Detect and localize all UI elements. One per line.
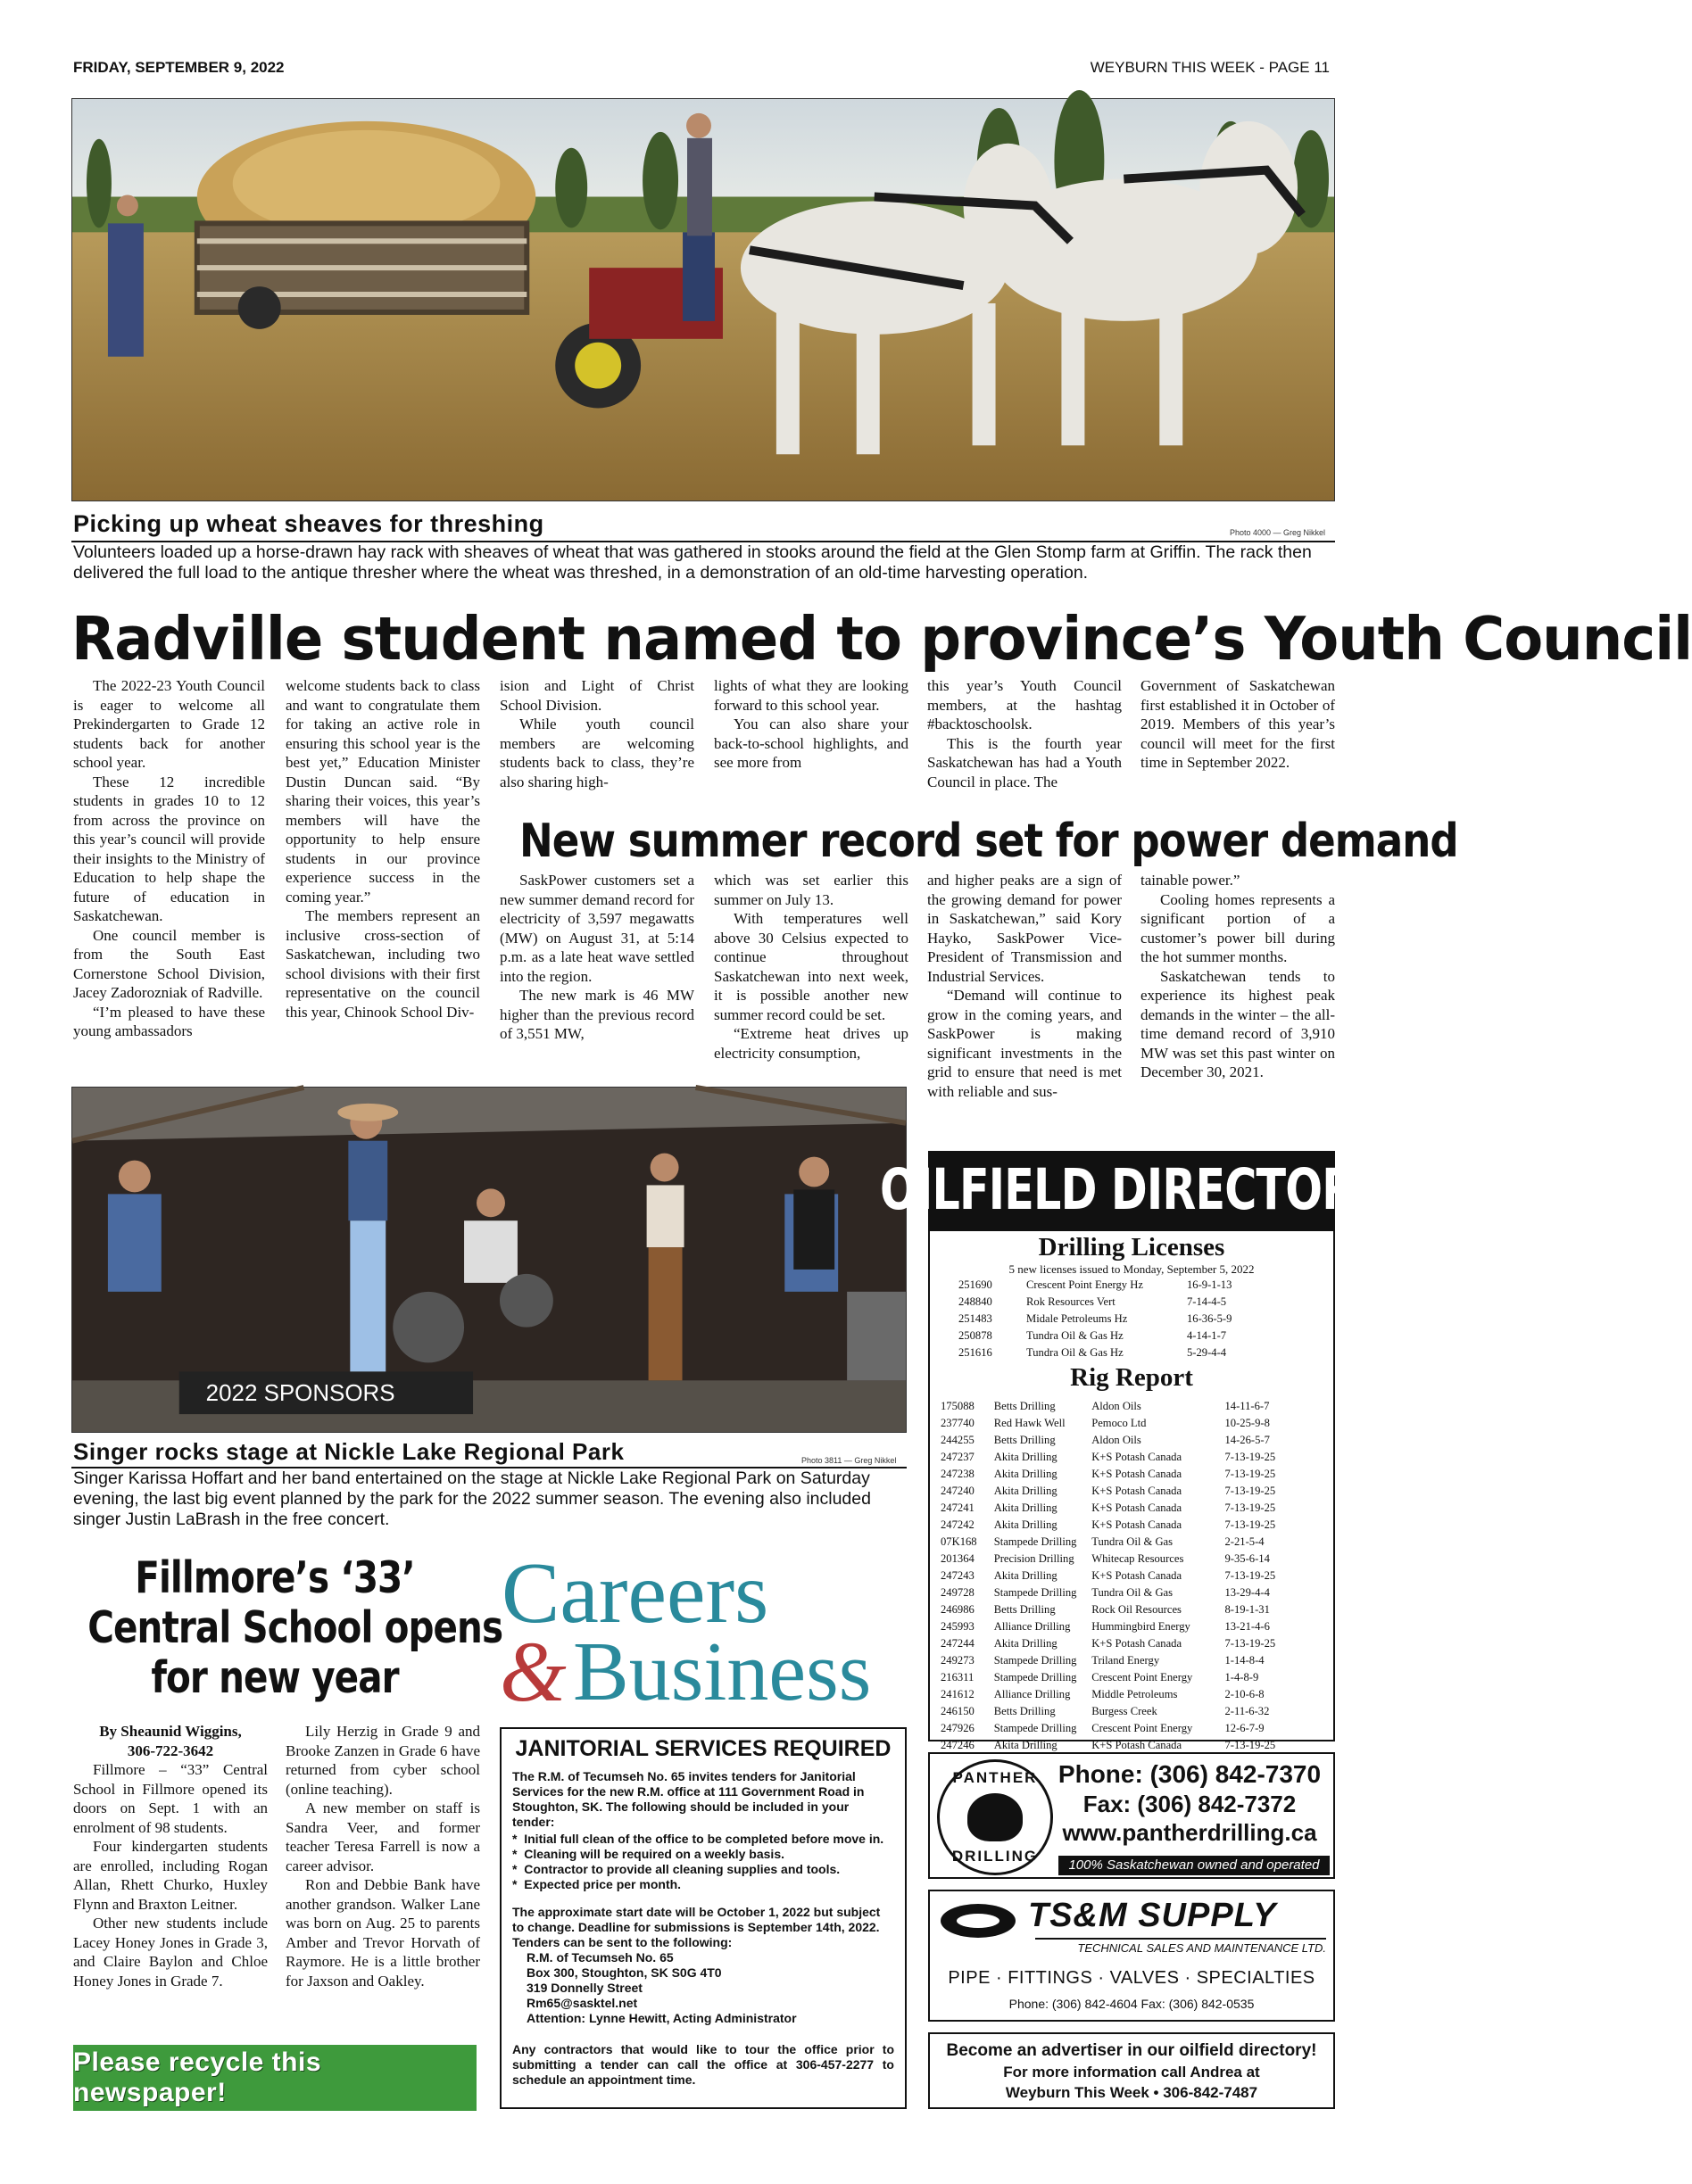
panther-drilling-ad <box>928 1752 1335 1879</box>
youth-col-1: The 2022-23 Youth Council is eager to welcome all Prekindergarten to Grade 12 students back for another school year. These 12 incredible students in grades 10 to 12 from across the province on this year’s council will provide their insights to the Ministry of Education to help shape the future of education in Saskatchewan. One council member is from the South East Cornerstone School Division, Jacey Zadorozniak of Radville. “I’m pleased to have these young ambassadors <box>73 677 265 1039</box>
sponsor-banner-text: 2022 SPONSORS <box>205 1381 395 1407</box>
rig-row: 249273 Stampede Drilling Triland Energy 1-14-8-4 <box>941 1654 1265 1667</box>
power-col-3: and higher peaks are a sign of the growing demand for power in Saskatchewan,” said Kory Hayko, SaskPower Vice-President of Transmission and Industrial Services. “Demand will continue to grow in the coming years, and SaskPower is making significant investments in the grid to ensure that need is met with reliable and sus- <box>927 872 1122 1100</box>
licenses-title: Drilling Licenses <box>1038 1233 1225 1262</box>
rig-row: 247238 Akita Drilling K+S Potash Canada 7-13-19-25 <box>941 1468 1276 1480</box>
rig-row: 247244 Akita Drilling K+S Potash Canada 7-13-19-25 <box>941 1637 1276 1650</box>
panther-head-icon <box>967 1793 1023 1841</box>
janitorial-address: R.M. of Tecumseh No. 65 Box 300, Stoughton, SK S0G 4T0 319 Donnelly Street Rm65@sasktel.net Attention: Lynne Hewitt, Acting Administrator <box>527 1950 797 2025</box>
school-col-1: By Sheaunid Wiggins, 306-722-3642 Fillmore – “33” Central School in Fillmore opened its doors on Sept. 1 with an enrolment of 98 students. Four kindergarten students are enrolled, including Rogan Allan, Rhett Churko, Huxley Flynn and Braxton Leitner. Other new students include Lacey Honey Jones in Grade 3, and Claire Baylon and Chloe Honey Jones in Grade 7. <box>73 1723 268 1990</box>
rig-row: 247246 Akita Drilling K+S Potash Canada 7-13-19-25 <box>941 1739 1276 1751</box>
rig-row: 216311 Stampede Drilling Crescent Point Energy 1-4-8-9 <box>941 1671 1259 1684</box>
school-byline: By Sheaunid Wiggins, <box>99 1723 242 1740</box>
licenses-table <box>941 1277 1323 1361</box>
rig-row: 247237 Akita Drilling K+S Potash Canada 7-13-19-25 <box>941 1451 1276 1463</box>
rig-row: 175088 Betts Drilling Aldon Oils 14-11-6-7 <box>941 1400 1270 1412</box>
tsm-contact: Phone: (306) 842-4604 Fax: (306) 842-0535 <box>1008 1997 1255 2011</box>
panther-logo: PANTHER DRILLING <box>937 1759 1053 1875</box>
rig-row: 237740 Red Hawk Well Pemoco Ltd 10-25-9-8 <box>941 1417 1270 1429</box>
school-col-2: Lily Herzig in Grade 9 and Brooke Zanzen in Grade 6 have returned from cyber school (online teaching). A new member on staff is Sandra Veer, and former teacher Teresa Farrell is now a career advisor. Ron and Debbie Bank have another grandson. Walker Lane was born on Aug. 25 to parents Amber and Trevor Horvath of Raymore. He is a little brother for Jaxson and Oakley. <box>286 1723 480 1990</box>
band-stage-photo <box>71 1087 907 1433</box>
rig-report-table <box>941 1398 1323 1754</box>
license-row: 248840 Rok Resources Vert 7-14-4-5 <box>958 1295 1227 1308</box>
advertiser-promo: Become an advertiser in our oilfield directory! For more information call Andrea at Weyburn This Week • 306-842-7487 <box>928 2032 1335 2109</box>
licenses-note: 5 new licenses issued to Monday, September 5, 2022 <box>1008 1262 1255 1276</box>
top-photo-title: Picking up wheat sheaves for threshing <box>73 510 544 537</box>
band-photo-caption: Singer Karissa Hoffart and her band entertained on the stage at Nickle Lake Regional Park on Saturday evening, the last big event planned by the park for the 2022 summer season. The evening also included singer Justin LaBrash in the free concert. <box>73 1468 871 1529</box>
school-byline-phone: 306-722-3642 <box>127 1741 214 1759</box>
youth-col-6: Government of Saskatchewan first established it in October of 2019. Members of this year’s council will meet for the first time in September 2022. <box>1140 677 1335 771</box>
tsm-name: TS&M SUPPLY <box>1028 1897 1277 1934</box>
rig-row: 247242 Akita Drilling K+S Potash Canada 7-13-19-25 <box>941 1518 1276 1531</box>
recycle-banner: Please recycle this newspaper! <box>73 2045 477 2111</box>
top-photo-caption: Volunteers loaded up a horse-drawn hay rack with sheaves of wheat that was gathered in stooks around the field at the Glen Stomp farm at Griffin. The rack then delivered the full load to the antique thresher where the wheat was threshed, in a demonstration of an old-time harvesting operation. <box>73 542 1312 583</box>
youth-council-headline: Radville student named to province’s Youth Council <box>71 605 1692 674</box>
issue-date: FRIDAY, SEPTEMBER 9, 2022 <box>73 59 285 76</box>
band-photo-credit: Photo 3811 — Greg Nikkel <box>801 1456 897 1465</box>
license-row: 250878 Tundra Oil & Gas Hz 4-14-1-7 <box>958 1329 1227 1342</box>
tsm-logo-icon <box>941 1904 1016 1938</box>
janitorial-ad: JANITORIAL SERVICES REQUIRED The R.M. of Tecumseh No. 65 invites tenders for Janitorial Services for the new R.M. office at 111 Government Road in Stoughton, SK. The following should be included in your tender: * Initial full clean of the office to be completed before move in. * Cleaning will be required on a weekly basis. * Contractor to provide all cleaning supplies and tools. * Expected price per month. The approximate start date will be October 1, 2022 but subject to change. Deadline for submissions is September 14th, 2022. Tenders can be sent to the following: R.M. of Tecumseh No. 65 Box 300, Stoughton, SK S0G 4T0 319 Donnelly Street Rm65@sasktel.net Attention: Lynne Hewitt, Acting Administrator Any contractors that would like to tour the office prior to submitting a tender can call the office at 306-457-2277 to schedule an appointment time. <box>500 1727 907 2109</box>
panther-tagline: 100% Saskatchewan owned and operated <box>1058 1856 1330 1875</box>
panther-contact: Phone: (306) 842-7370 Fax: (306) 842-7372 www.pantherdrilling.ca <box>1058 1760 1322 1846</box>
page-label: WEYBURN THIS WEEK - PAGE 11 <box>1090 59 1330 76</box>
top-photo-credit: Photo 4000 — Greg Nikkel <box>1230 528 1326 537</box>
youth-col-5: this year’s Youth Council members, at the hashtag #backtoschoolsk. This is the fourth year Saskatchewan has had a Youth Council in place. The <box>927 677 1122 790</box>
rig-row: 247241 Akita Drilling K+S Potash Canada 7-13-19-25 <box>941 1502 1276 1514</box>
rig-row: 247243 Akita Drilling K+S Potash Canada 7-13-19-25 <box>941 1569 1276 1582</box>
youth-col-2: welcome students back to class and want to congratulate them for taking an active role in ensuring this school year is the best yet,” Education Minister Dustin Duncan said. “By sharing their voices, this year’s members will have the opportunity to help ensure students in our province experience success in the coming year.” The members represent an inclusive cross-section of Saskatchewan, including two school divisions with their first representative on the council this year, Chinook School Div- <box>286 677 480 1021</box>
rig-report-title: Rig Report <box>1070 1363 1193 1392</box>
rig-row: 07K168 Stampede Drilling Tundra Oil & Gas 2-21-5-4 <box>941 1535 1265 1548</box>
power-demand-headline: New summer record set for power demand <box>519 814 1458 868</box>
oilfield-directory <box>928 1229 1335 1751</box>
rig-row: 247240 Akita Drilling K+S Potash Canada 7-13-19-25 <box>941 1485 1276 1497</box>
rig-row: 249728 Stampede Drilling Tundra Oil & Gas 13-29-4-4 <box>941 1586 1270 1599</box>
rig-row: 201364 Precision Drilling Whitecap Resources 9-35-6-14 <box>941 1552 1270 1565</box>
rig-row: 246986 Betts Drilling Rock Oil Resources 8-19-1-31 <box>941 1603 1270 1616</box>
school-headline: Fillmore’s ‘33’ Central School opens for new year <box>87 1552 503 1704</box>
careers-business-logo: Careers & Business <box>500 1545 872 1719</box>
rig-row: 247926 Stampede Drilling Crescent Point Energy 12-6-7-9 <box>941 1722 1265 1734</box>
rig-row: 244255 Betts Drilling Aldon Oils 14-26-5-7 <box>941 1434 1270 1446</box>
oilfield-directory-banner: OILFIELD DIRECTORY <box>928 1151 1335 1229</box>
rig-row: 246150 Betts Drilling Burgess Creek 2-11-6-32 <box>941 1705 1270 1717</box>
rig-row: 245993 Alliance Drilling Hummingbird Energy 13-21-4-6 <box>941 1620 1270 1633</box>
rig-row: 241612 Alliance Drilling Middle Petroleums 2-10-6-8 <box>941 1688 1265 1700</box>
power-col-2: which was set earlier this summer on July 13. With temperatures well above 30 Celsius expected to continue throughout Saskatchewan into next week, it is possible another new summer record could be set. “Extreme heat drives up electricity consumption, <box>714 872 908 1062</box>
license-row: 251616 Tundra Oil & Gas Hz 5-29-4-4 <box>958 1346 1227 1359</box>
tsm-products: PIPE · FITTINGS · VALVES · SPECIALTIES <box>948 1968 1315 1988</box>
wheat-harvest-photo <box>71 98 1335 501</box>
license-row: 251483 Midale Petroleums Hz 16-36-5-9 <box>958 1312 1232 1325</box>
janitorial-requirements: * Initial full clean of the office to be completed before move in. * Cleaning will be required on a weekly basis. * Contractor to provide all cleaning supplies and tools. * Expected price per month. <box>512 1832 884 1891</box>
youth-col-4: lights of what they are looking forward to this school year. You can also share your back-to-school highlights, and see more from <box>714 677 908 771</box>
band-photo-title: Singer rocks stage at Nickle Lake Regional Park <box>73 1438 625 1465</box>
license-row: 251690 Crescent Point Energy Hz 16-9-1-13 <box>958 1278 1232 1291</box>
tsm-subtitle: TECHNICAL SALES AND MAINTENANCE LTD. <box>1035 1938 1326 1955</box>
power-col-1: SaskPower customers set a new summer demand record for electricity of 3,597 megawatts (MW) on August 31, at 5:14 p.m. as a late heat wave settled into the region. The new mark is 46 MW higher than the previous record of 3,551 MW, <box>500 872 694 1042</box>
tsm-supply-ad <box>928 1890 1335 2022</box>
youth-col-3: ision and Light of Christ School Division. While youth council members are welcoming students back to class, they’re also sharing high- <box>500 677 694 790</box>
power-col-4: tainable power.” Cooling homes represents a significant portion of a customer’s power bill during the hot summer months. Saskatchewan tends to experience its highest peak demands in the winter – the all-time demand record of 3,910 MW was set this past winter on December 30, 2021. <box>1140 872 1335 1080</box>
